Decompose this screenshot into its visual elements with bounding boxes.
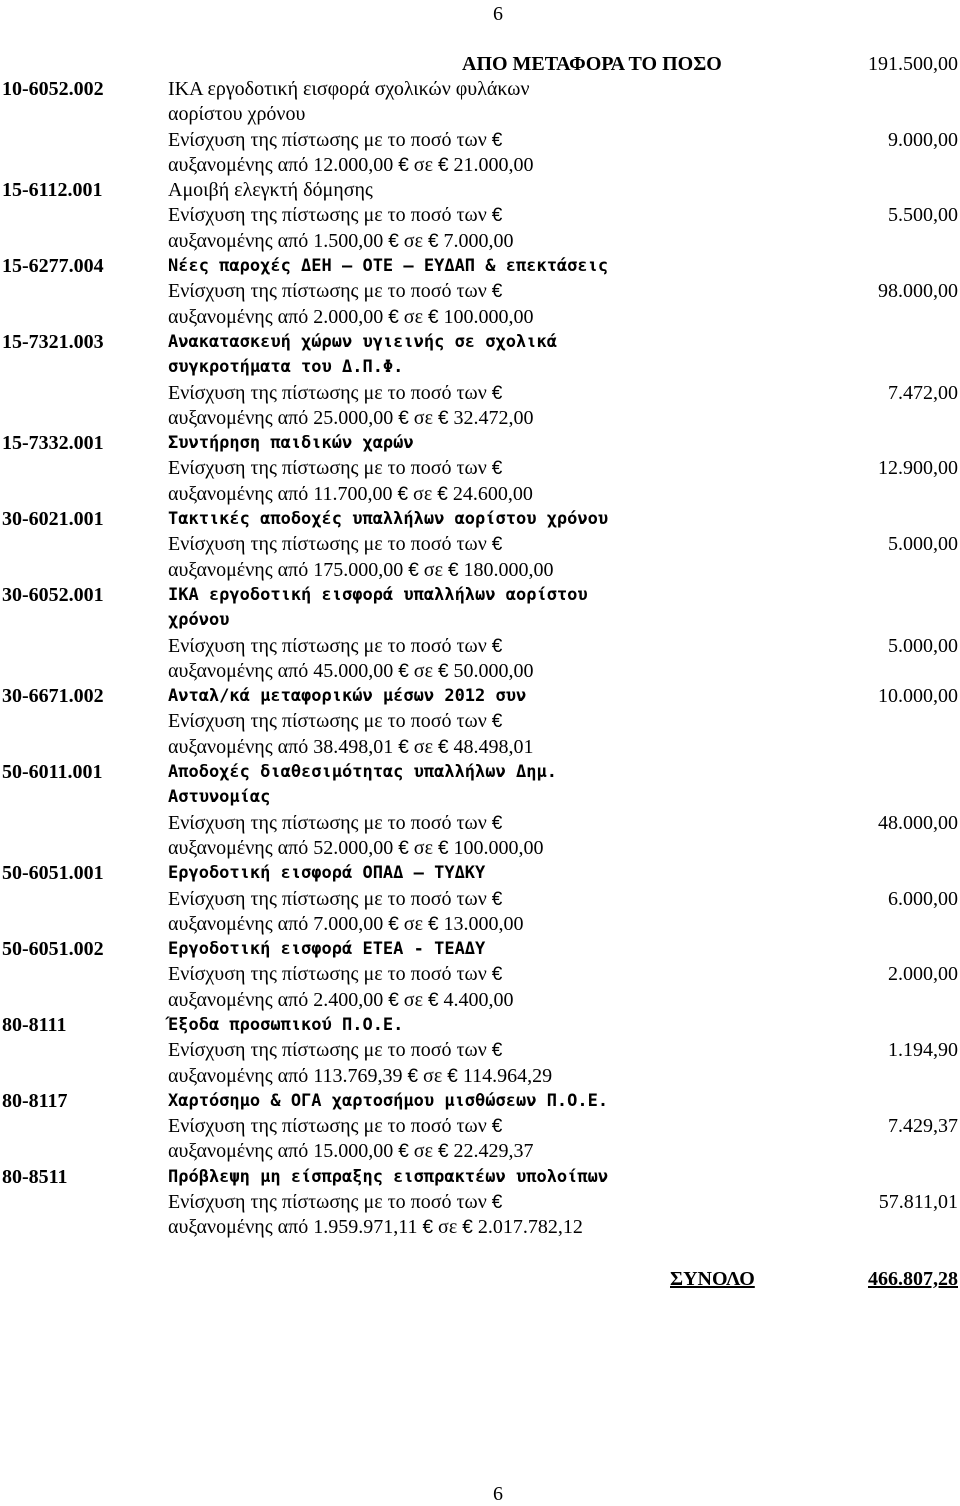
- entry-increase: [168, 659, 534, 684]
- entry-reinforce: [168, 709, 502, 734]
- euro-symbol: €: [397, 483, 409, 505]
- entry-amount: 12.900,00: [878, 457, 958, 480]
- increase-prefix: αυξανομένης από: [168, 406, 309, 429]
- entry-reinforce-line: [0, 203, 960, 228]
- increase-to: 22.429,37: [453, 1140, 534, 1163]
- entry-title: αορίστου χρόνου: [168, 103, 306, 126]
- reinforce-text: Ενίσχυση της πίστωσης με το ποσό των: [168, 457, 487, 480]
- entry-title: Πρόβλεψη μη είσπραξης εισπρακτέων υπολοίπων: [168, 1166, 609, 1187]
- reinforce-text: Ενίσχυση της πίστωσης με το ποσό των: [168, 887, 487, 910]
- entry-title-line: [0, 861, 960, 886]
- entry-amount: 9.000,00: [888, 128, 958, 151]
- increase-to: 2.017.782,12: [477, 1216, 583, 1239]
- page-number-top: 6: [493, 3, 503, 25]
- entry-amount: 1.194,90: [888, 1039, 958, 1062]
- entry-reinforce: [168, 1190, 502, 1215]
- euro-symbol: €: [491, 711, 503, 733]
- euro-symbol: €: [398, 660, 409, 682]
- euro-symbol: €: [388, 306, 399, 328]
- entry-title: Ανταλ/κά μεταφορικών μέσων 2012 συν: [168, 686, 527, 707]
- increase-word: σε: [413, 1140, 433, 1163]
- euro-symbol: €: [491, 1192, 503, 1214]
- euro-symbol: €: [388, 913, 399, 935]
- euro-symbol: €: [437, 837, 449, 859]
- increase-word: σε: [413, 482, 433, 505]
- entry-increase-line: [0, 482, 960, 507]
- entry-increase: [168, 836, 544, 861]
- entry-code: 10-6052.002: [2, 78, 104, 100]
- entry-reinforce: [168, 128, 502, 153]
- entry-title: ΙΚΑ εργοδοτική εισφορά υπαλλήλων αορίστου: [168, 584, 588, 605]
- entry-increase-line: [0, 305, 960, 330]
- reinforce-text: Ενίσχυση της πίστωσης με το ποσό των: [168, 1115, 487, 1138]
- increase-to: 4.400,00: [443, 988, 514, 1011]
- entry-increase-line: [0, 229, 960, 254]
- entry-amount: 5.500,00: [888, 204, 958, 227]
- entry-increase: [168, 1064, 552, 1089]
- entry-code: 30-6052.001: [2, 583, 104, 606]
- increase-from: 52.000,00: [313, 836, 394, 859]
- increase-prefix: αυξανομένης από: [168, 1140, 309, 1163]
- euro-symbol: €: [437, 407, 449, 429]
- euro-symbol: €: [398, 154, 409, 176]
- euro-symbol: €: [491, 635, 503, 657]
- carry-forward-label: ΑΠΟ ΜΕΤΑΦΟΡΑ ΤΟ ΠΟΣΟ: [462, 53, 722, 75]
- increase-prefix: αυξανομένης από: [168, 912, 309, 935]
- entry-reinforce-line: [0, 962, 960, 987]
- euro-symbol: €: [491, 534, 503, 556]
- increase-from: 12.000,00: [313, 153, 394, 176]
- budget-entry: [0, 77, 960, 178]
- reinforce-text: Ενίσχυση της πίστωσης με το ποσό των: [168, 710, 487, 733]
- entry-title: χρόνου: [168, 610, 230, 631]
- entry-title: Συντήρηση παιδικών χαρών: [168, 433, 414, 454]
- entry-amount: 2.000,00: [888, 963, 958, 986]
- entry-code: 80-8111: [2, 1013, 67, 1036]
- entry-reinforce-line: [0, 634, 960, 659]
- entry-code: 15-7321.003: [2, 330, 104, 353]
- entry-increase: [168, 558, 554, 583]
- entry-title-line: [0, 760, 960, 785]
- entry-title-line: [0, 330, 960, 355]
- entry-increase: [168, 406, 534, 431]
- entry-title-line: [0, 431, 960, 456]
- increase-from: 7.000,00: [313, 912, 384, 935]
- entry-reinforce-line: [0, 128, 960, 153]
- increase-from: 2.400,00: [313, 988, 384, 1011]
- entry-increase-line: [0, 988, 960, 1013]
- entry-reinforce-line: [0, 887, 960, 912]
- increase-word: σε: [438, 1216, 458, 1239]
- euro-symbol: €: [398, 736, 409, 758]
- increase-to: 100.000,00: [453, 836, 544, 859]
- entry-increase: [168, 988, 514, 1013]
- euro-symbol: €: [398, 1141, 409, 1163]
- euro-symbol: €: [491, 1040, 503, 1062]
- increase-to: 21.000,00: [453, 153, 534, 176]
- entry-increase: [168, 305, 534, 330]
- increase-from: 45.000,00: [313, 659, 394, 682]
- entry-reinforce-line: [0, 709, 960, 734]
- euro-symbol: €: [437, 660, 449, 682]
- increase-word: σε: [403, 305, 423, 328]
- entry-title: Εργοδοτική εισφορά ΕΤΕΑ - ΤΕΑΔΥ: [168, 939, 486, 960]
- entry-title-line: [0, 608, 960, 633]
- increase-word: σε: [413, 836, 433, 859]
- euro-symbol: €: [447, 1065, 458, 1087]
- increase-prefix: αυξανομένης από: [168, 659, 309, 682]
- carry-forward-amount: 191.500,00: [868, 53, 958, 75]
- entry-reinforce-line: [0, 1038, 960, 1063]
- entry-reinforce: [168, 456, 502, 481]
- entry-reinforce-line: [0, 381, 960, 406]
- increase-prefix: αυξανομένης από: [168, 229, 309, 252]
- entry-increase: [168, 153, 534, 178]
- entry-code: 50-6051.001: [2, 862, 104, 885]
- page-number-bottom: 6: [493, 1483, 503, 1505]
- entry-reinforce: [168, 279, 502, 304]
- entry-reinforce-line: [0, 1114, 960, 1139]
- increase-prefix: αυξανομένης από: [168, 482, 309, 505]
- increase-from: 175.000,00: [313, 558, 404, 581]
- entry-increase-line: [0, 1139, 960, 1164]
- entry-reinforce: [168, 962, 502, 987]
- increase-to: 180.000,00: [463, 558, 554, 581]
- increase-to: 48.498,01: [453, 735, 534, 758]
- entry-title: Αμοιβή ελεγκτή δόμησης: [168, 179, 373, 202]
- increase-from: 25.000,00: [313, 406, 394, 429]
- increase-from: 15.000,00: [313, 1140, 394, 1163]
- entry-title-line: [0, 785, 960, 810]
- entry-code: 30-6021.001: [2, 508, 104, 531]
- increase-word: σε: [413, 153, 433, 176]
- entry-increase-line: [0, 735, 960, 760]
- budget-entry: [0, 583, 960, 684]
- entry-title-line: [0, 583, 960, 608]
- increase-word: σε: [413, 406, 433, 429]
- entry-reinforce-line: [0, 811, 960, 836]
- euro-symbol: €: [427, 230, 439, 252]
- budget-entry: [0, 431, 960, 507]
- increase-prefix: αυξανομένης από: [168, 1216, 309, 1239]
- entry-reinforce: [168, 634, 502, 659]
- increase-word: σε: [403, 229, 423, 252]
- increase-word: σε: [403, 912, 423, 935]
- euro-symbol: €: [437, 736, 449, 758]
- increase-from: 11.700,00: [313, 482, 393, 505]
- budget-entry: [0, 1013, 960, 1089]
- entry-title: ΙΚΑ εργοδοτική εισφορά σχολικών φυλάκων: [168, 78, 530, 100]
- reinforce-text: Ενίσχυση της πίστωσης με το ποσό των: [168, 381, 487, 404]
- entry-code: 15-7332.001: [2, 432, 104, 455]
- budget-entry: [0, 684, 960, 760]
- budget-entry: [0, 1165, 960, 1241]
- euro-symbol: €: [388, 230, 399, 252]
- entry-increase: [168, 229, 514, 254]
- entry-amount: 5.000,00: [888, 634, 958, 657]
- entry-title-line: [0, 102, 960, 127]
- entry-increase-line: [0, 558, 960, 583]
- entry-increase-line: [0, 1215, 960, 1240]
- euro-symbol: €: [491, 964, 503, 986]
- increase-word: σε: [413, 659, 433, 682]
- entry-title-line: [0, 178, 960, 203]
- budget-entry: [0, 1089, 960, 1165]
- entry-title: συγκροτήματα του Δ.Π.Φ.: [168, 357, 404, 378]
- reinforce-text: Ενίσχυση της πίστωσης με το ποσό των: [168, 533, 487, 556]
- euro-symbol: €: [407, 1065, 419, 1087]
- euro-symbol: €: [422, 1217, 434, 1239]
- increase-from: 38.498,01: [313, 735, 394, 758]
- increase-prefix: αυξανομένης από: [168, 305, 309, 328]
- entry-title-line: [0, 355, 960, 380]
- entry-title-line: [0, 77, 960, 102]
- entry-increase-line: [0, 659, 960, 684]
- entry-title-line: [0, 937, 960, 962]
- euro-symbol: €: [491, 382, 503, 404]
- budget-entry: [0, 254, 960, 330]
- euro-symbol: €: [427, 306, 439, 328]
- entry-amount: 7.429,37: [888, 1115, 958, 1138]
- increase-to: 114.964,29: [462, 1064, 553, 1087]
- entry-reinforce: [168, 532, 502, 557]
- euro-symbol: €: [427, 989, 439, 1011]
- reinforce-text: Ενίσχυση της πίστωσης με το ποσό των: [168, 811, 487, 834]
- increase-prefix: αυξανομένης από: [168, 836, 309, 859]
- increase-prefix: αυξανομένης από: [168, 988, 309, 1011]
- entry-amount: 7.472,00: [888, 381, 958, 404]
- increase-from: 2.000,00: [313, 305, 384, 328]
- increase-word: σε: [403, 988, 423, 1011]
- increase-to: 13.000,00: [443, 912, 524, 935]
- entry-title-line: [0, 1013, 960, 1038]
- budget-entry: [0, 330, 960, 431]
- euro-symbol: €: [398, 837, 409, 859]
- entry-title: Αποδοχές διαθεσιμότητας υπαλλήλων Δημ.: [168, 762, 557, 783]
- reinforce-text: Ενίσχυση της πίστωσης με το ποσό των: [168, 1191, 487, 1214]
- entry-title: Έξοδα προσωπικού Π.Ο.Ε.: [168, 1014, 404, 1035]
- euro-symbol: €: [437, 1141, 449, 1163]
- euro-symbol: €: [437, 154, 449, 176]
- entry-code: 80-8511: [2, 1165, 68, 1188]
- increase-from: 1.500,00: [313, 229, 384, 252]
- budget-entry: [0, 937, 960, 1013]
- euro-symbol: €: [491, 129, 503, 151]
- total-row: [0, 1266, 960, 1292]
- entry-code: 50-6011.001: [2, 761, 103, 784]
- budget-entry: [0, 760, 960, 861]
- entry-reinforce: [168, 1114, 502, 1139]
- euro-symbol: €: [491, 458, 503, 480]
- entry-increase: [168, 1139, 534, 1164]
- entry-code: 80-8117: [2, 1089, 68, 1112]
- entry-reinforce: [168, 811, 502, 836]
- entry-reinforce-line: [0, 532, 960, 557]
- entry-title-line: [0, 1165, 960, 1190]
- budget-entry: [0, 861, 960, 937]
- increase-prefix: αυξανομένης από: [168, 153, 309, 176]
- entry-amount: 57.811,01: [878, 1191, 958, 1214]
- euro-symbol: €: [462, 1217, 473, 1239]
- entry-increase: [168, 1215, 583, 1240]
- entry-reinforce: [168, 203, 502, 228]
- entry-increase-line: [0, 912, 960, 937]
- entry-increase: [168, 735, 534, 760]
- entry-title-line: [0, 684, 960, 709]
- euro-symbol: €: [437, 483, 448, 505]
- entry-title: Εργοδοτική εισφορά ΟΠΑΔ – ΤΥΔΚΥ: [168, 863, 486, 884]
- entry-increase-line: [0, 406, 960, 431]
- entry-title: Νέες παροχές ΔΕΗ – ΟΤΕ – ΕΥΔΑΠ & επεκτάσεις: [168, 256, 609, 277]
- euro-symbol: €: [427, 913, 439, 935]
- entry-amount: 98.000,00: [878, 280, 958, 303]
- increase-word: σε: [423, 1064, 443, 1087]
- entry-title: Τακτικές αποδοχές υπαλλήλων αορίστου χρόνου: [168, 509, 609, 530]
- carry-forward-row: [0, 52, 960, 77]
- entry-title: Ανακατασκευή χώρων υγιεινής σε σχολικά: [168, 331, 557, 352]
- entry-code: 50-6051.002: [2, 938, 104, 961]
- increase-to: 50.000,00: [453, 659, 534, 682]
- entry-title-line: [0, 1089, 960, 1114]
- entry-amount: 48.000,00: [878, 811, 958, 834]
- entry-title-line: [0, 507, 960, 532]
- euro-symbol: €: [447, 559, 459, 581]
- increase-to: 32.472,00: [453, 406, 534, 429]
- euro-symbol: €: [491, 1116, 503, 1138]
- entry-reinforce-line: [0, 456, 960, 481]
- increase-to: 7.000,00: [443, 229, 514, 252]
- increase-word: σε: [423, 558, 443, 581]
- euro-symbol: €: [491, 205, 503, 227]
- reinforce-text: Ενίσχυση της πίστωσης με το ποσό των: [168, 634, 487, 657]
- entry-reinforce-line: [0, 279, 960, 304]
- euro-symbol: €: [408, 559, 419, 581]
- entry-amount: 10.000,00: [878, 685, 958, 708]
- entry-reinforce: [168, 381, 502, 406]
- budget-entries-list: [0, 77, 960, 1241]
- increase-to: 24.600,00: [452, 482, 533, 505]
- entry-increase: [168, 912, 524, 937]
- total-label: ΣΥΝΟΛΟ: [670, 1268, 755, 1290]
- increase-prefix: αυξανομένης από: [168, 558, 309, 581]
- euro-symbol: €: [388, 989, 399, 1011]
- increase-from: 113.769,39: [313, 1064, 403, 1087]
- budget-entry: [0, 178, 960, 254]
- total-amount: 466.807,28: [868, 1268, 958, 1290]
- reinforce-text: Ενίσχυση της πίστωσης με το ποσό των: [168, 204, 487, 227]
- entry-title: Χαρτόσημο & ΟΓΑ χαρτοσήμου μισθώσεων Π.Ο.Ε.: [168, 1090, 609, 1111]
- entry-title-line: [0, 254, 960, 279]
- increase-word: σε: [413, 735, 433, 758]
- euro-symbol: €: [491, 888, 503, 910]
- entry-title: Αστυνομίας: [168, 787, 271, 808]
- entry-code: 30-6671.002: [2, 685, 104, 708]
- euro-symbol: €: [398, 407, 409, 429]
- increase-prefix: αυξανομένης από: [168, 1064, 309, 1087]
- entry-code: 15-6112.001: [2, 179, 103, 202]
- reinforce-text: Ενίσχυση της πίστωσης με το ποσό των: [168, 1039, 487, 1062]
- reinforce-text: Ενίσχυση της πίστωσης με το ποσό των: [168, 280, 487, 303]
- increase-from: 1.959.971,11: [313, 1216, 418, 1239]
- entry-reinforce: [168, 887, 502, 912]
- entry-reinforce-line: [0, 1190, 960, 1215]
- increase-prefix: αυξανομένης από: [168, 735, 309, 758]
- reinforce-text: Ενίσχυση της πίστωσης με το ποσό των: [168, 963, 487, 986]
- entry-amount: 6.000,00: [888, 887, 958, 910]
- entry-increase-line: [0, 153, 960, 178]
- entry-increase-line: [0, 1064, 960, 1089]
- entry-increase: [168, 482, 533, 507]
- entry-reinforce: [168, 1038, 502, 1063]
- budget-entry: [0, 507, 960, 583]
- entry-increase-line: [0, 836, 960, 861]
- euro-symbol: €: [491, 812, 503, 834]
- entry-code: 15-6277.004: [2, 255, 104, 278]
- euro-symbol: €: [491, 281, 503, 303]
- reinforce-text: Ενίσχυση της πίστωσης με το ποσό των: [168, 128, 487, 151]
- entry-amount: 5.000,00: [888, 533, 958, 556]
- increase-to: 100.000,00: [443, 305, 534, 328]
